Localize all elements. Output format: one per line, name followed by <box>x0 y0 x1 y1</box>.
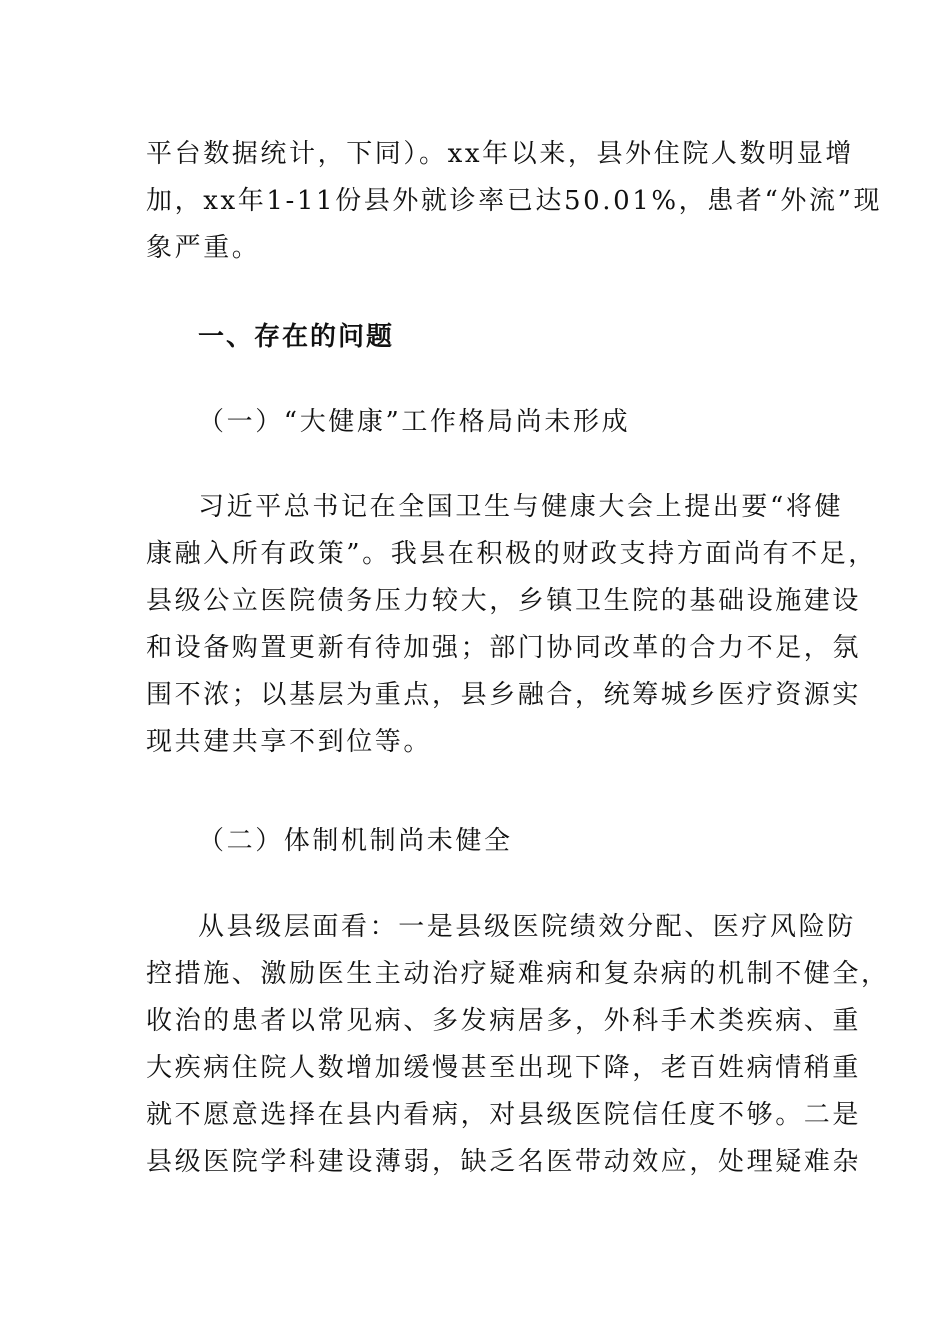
paragraph-line: 康融入所有政策”。我县在积极的财政支持方面尚有不足， <box>146 539 877 569</box>
paragraph-line: 收治的患者以常见病、多发病居多，外科手术类疾病、重 <box>146 1006 862 1036</box>
subheading-1: （一）“大健康”工作格局尚未形成 <box>198 407 631 437</box>
paragraph-line: 加，xx年1-11份县外就诊率已达50.01%，患者“外流”现 <box>146 186 883 216</box>
paragraph-line: 大疾病住院人数增加缓慢甚至出现下降，老百姓病情稍重 <box>146 1053 862 1083</box>
paragraph-line: 平台数据统计，下同）。xx年以来，县外住院人数明显增 <box>146 139 854 169</box>
paragraph-line: 习近平总书记在全国卫生与健康大会上提出要“将健 <box>198 492 844 522</box>
paragraph-line: 现共建共享不到位等。 <box>146 727 433 757</box>
paragraph-line: 和设备购置更新有待加强；部门协同改革的合力不足，氛 <box>146 633 862 663</box>
paragraph-line: 控措施、激励医生主动治疗疑难病和复杂病的机制不健全， <box>146 959 890 989</box>
paragraph-line: 围不浓；以基层为重点，县乡融合，统筹城乡医疗资源实 <box>146 680 862 710</box>
paragraph-line: 就不愿意选择在县内看病，对县级医院信任度不够。二是 <box>146 1100 862 1130</box>
paragraph-line: 县级公立医院债务压力较大，乡镇卫生院的基础设施建设 <box>146 586 862 616</box>
paragraph-line: 象严重。 <box>146 233 261 263</box>
paragraph-line: 从县级层面看：一是县级医院绩效分配、医疗风险防 <box>198 912 856 942</box>
section-heading: 一、存在的问题 <box>198 322 395 352</box>
subheading-2: （二）体制机制尚未健全 <box>198 826 513 856</box>
paragraph-line: 县级医院学科建设薄弱，缺乏名医带动效应，处理疑难杂 <box>146 1147 862 1177</box>
